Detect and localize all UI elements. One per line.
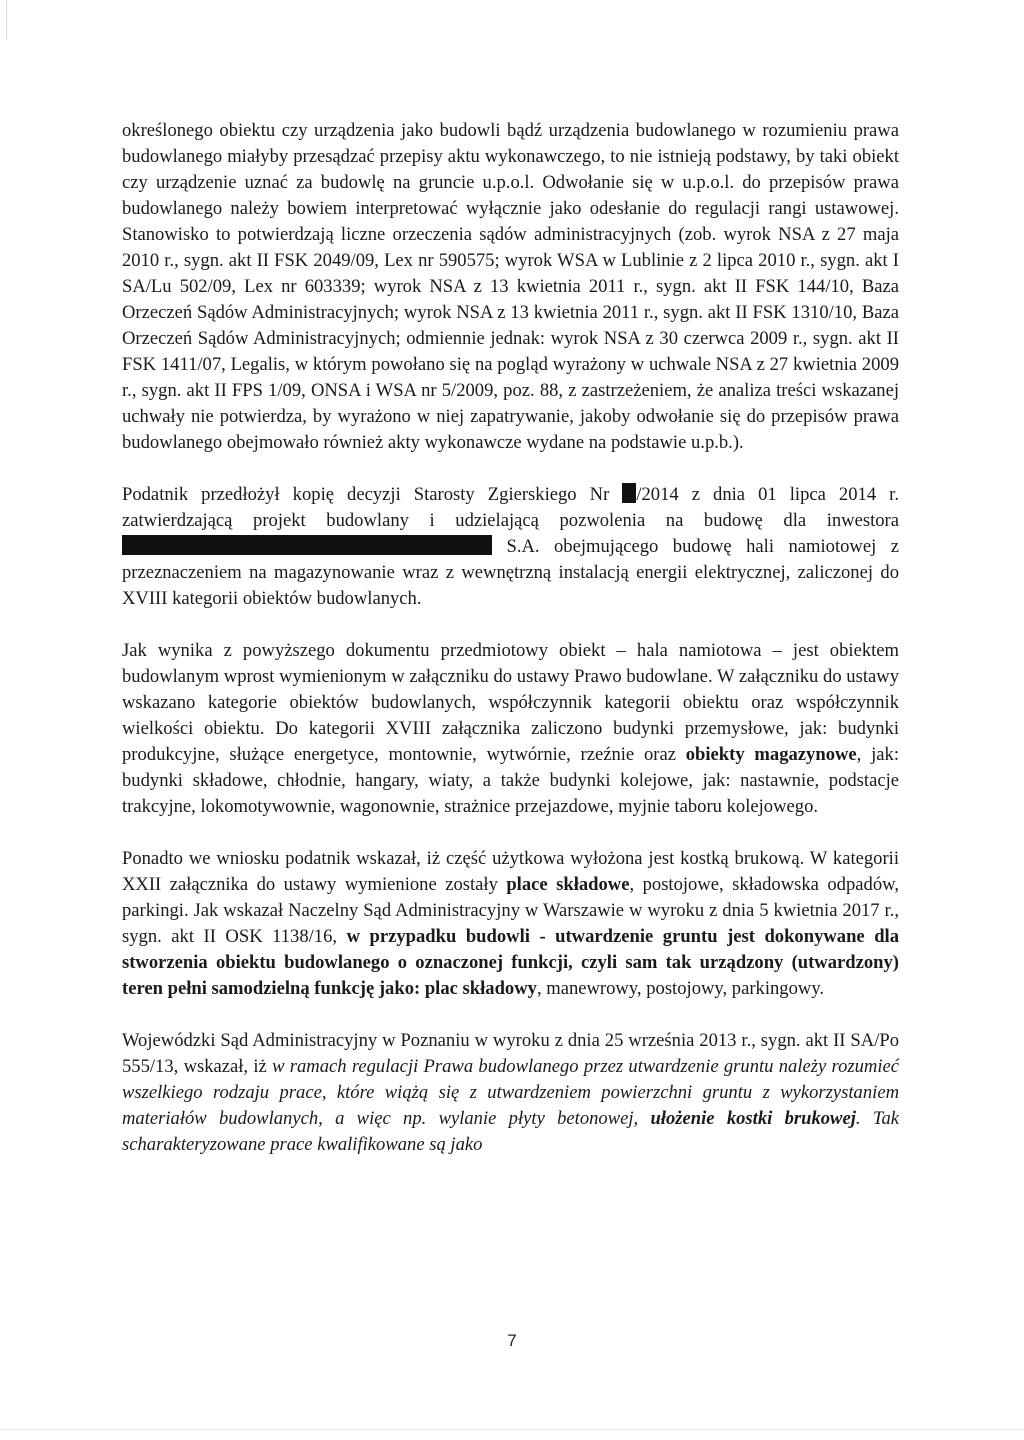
bold-phrase: obiekty magazynowe — [685, 744, 857, 765]
italic-quote: . Tak scharakteryzowane prace kwalifikowane są jako — [122, 1108, 899, 1155]
paragraph-legal-citations: określonego obiektu czy urządzenia jako budowli bądź urządzenia budowlanego w rozumieniu prawa budowlanego miałyby przesądzać przepisy aktu wykonawczego, to nie istnieją podstawy, by taki obiekt czy urządzenie uznać za budowlę na gruncie u.p.o.l. Odwołanie się w u.p.o.l. do przepisów prawa budowlanego należy bowiem interpretować wyłącznie jako odesłanie do regulacji rangi ustawowej. Stanowisko to potwierdzają liczne orzeczenia sądów administracyjnych (zob. wyrok NSA z 27 maja 2010 r., sygn. akt II FSK 2049/09, Lex nr 590575; wyrok WSA w Lublinie z 2 lipca 2010 r., sygn. akt I SA/Lu 502/09, Lex nr 603339; wyrok NSA z 13 kwietnia 2011 r., sygn. akt II FSK 144/10, Baza Orzeczeń Sądów Administracyjnych; wyrok NSA z 13 kwietnia 2011 r., sygn. akt II FSK 1310/10, Baza Orzeczeń Sądów Administracyjnych; odmiennie jednak: wyrok NSA z 30 czerwca 2009 r., sygn. akt II FSK 1411/07, Legalis, w którym powołano się na pogląd wyrażony w uchwale NSA z 27 kwietnia 2009 r., sygn. akt II FPS 1/09, ONSA i WSA nr 5/2009, poz. 88, z zastrzeżeniem, że analiza treści wskazanej uchwały nie potwierdza, by wyrażono w niej zapatrywanie, jakoby odwołanie się do przepisów prawa budowlanego obejmowało również akty wykonawcze wydane na podstawie u.p.b.). — [122, 120, 899, 453]
bold-phrase: place składowe — [506, 874, 630, 895]
scan-edge-left — [6, 0, 7, 40]
paragraph-object-category: Jak wynika z powyższego dokumentu przedmiotowy obiekt – hala namiotowa – jest obiektem budowlanym wprost wymienionym w załączniku do ustawy Prawo budowlane. W załączniku do ustawy wskazano kategorie obiektów budowlanych, współczynnik kategorii obiektu oraz współczynnik wielkości obiektu. Do kategorii XVIII załącznika zaliczono budynki przemysłowe, jak: budynki produkcyjne, służące energetyce, montownie, wytwórnie, rzeźnie oraz obiekty magazynowe, jak: budynki składowe, chłodnie, hangary, wiaty, a także budynki kolejowe, jak: nastawnie, podstacje trakcyjne, lokomotywownie, wagonownie, strażnice przejazdowe, myjnie taboru kolejowego. — [122, 640, 899, 817]
document-body — [122, 118, 899, 1158]
redaction-block — [122, 535, 492, 555]
bold-quote: w przypadku budowli - utwardzenie gruntu jest dokonywane dla stworzenia obiektu budowlanego o oznaczonej funkcji, czyli sam tak urządzony (utwardzony) teren pełni samodzielną funkcję jako: plac składowy — [122, 926, 900, 999]
page-number: 7 — [507, 1331, 517, 1350]
paragraph-storage-yard: Ponadto we wniosku podatnik wskazał, iż część użytkowa wyłożona jest kostką brukową. W kategorii XXII załącznika do ustawy wymienione zostały place składowe, postojowe, składowska odpadów, parkingi. Jak wskazał Naczelny Sąd Administracyjny w Warszawie w wyroku z dnia 5 kwietnia 2017 r., sygn. akt II OSK 1138/16, w przypadku budowli - utwardzenie gruntu jest dokonywane dla stworzenia obiektu budowlanego o oznaczonej funkcji, czyli sam tak urządzony (utwardzony) teren pełni samodzielną funkcję jako: plac składowy, manewrowy, postojowy, parkingowy. — [122, 848, 900, 999]
bold-italic-phrase: ułożenie kostki brukowej — [650, 1108, 856, 1129]
scan-edge-bottom — [0, 1429, 1024, 1430]
redaction-block — [622, 483, 636, 503]
italic-quote: w ramach regulacji Prawa budowlanego przez utwardzenie gruntu należy rozumieć wszelkiego rodzaju prace, które wiążą się z utwardzeniem powierzchni gruntu z wykorzystaniem materiałów budowlanych, a więc np. wylanie płyty betonowej, — [122, 1056, 899, 1129]
paragraph-building-permit: Podatnik przedłożył kopię decyzji Starosty Zgierskiego Nr /2014 z dnia 01 lipca 2014 r. zatwierdzającą projekt budowlany i udzielającą pozwolenia na budowę dla inwestora S.A. obejmującego budowę hali namiotowej z przeznaczeniem na magazynowanie wraz z wewnętrzną instalacją energii elektrycznej, zaliczonej do XVIII kategorii obiektów budowlanych. — [122, 484, 899, 609]
paragraph-court-ruling: Wojewódzki Sąd Administracyjny w Poznaniu w wyroku z dnia 25 września 2013 r., sygn. akt II SA/Po 555/13, wskazał, iż w ramach regulacji Prawa budowlanego przez utwardzenie gruntu należy rozumieć wszelkiego rodzaju prace, które wiążą się z utwardzeniem powierzchni gruntu z wykorzystaniem materiałów budowlanych, a więc np. wylanie płyty betonowej, ułożenie kostki brukowej. Tak scharakteryzowane prace kwalifikowane są jako — [122, 1030, 899, 1155]
